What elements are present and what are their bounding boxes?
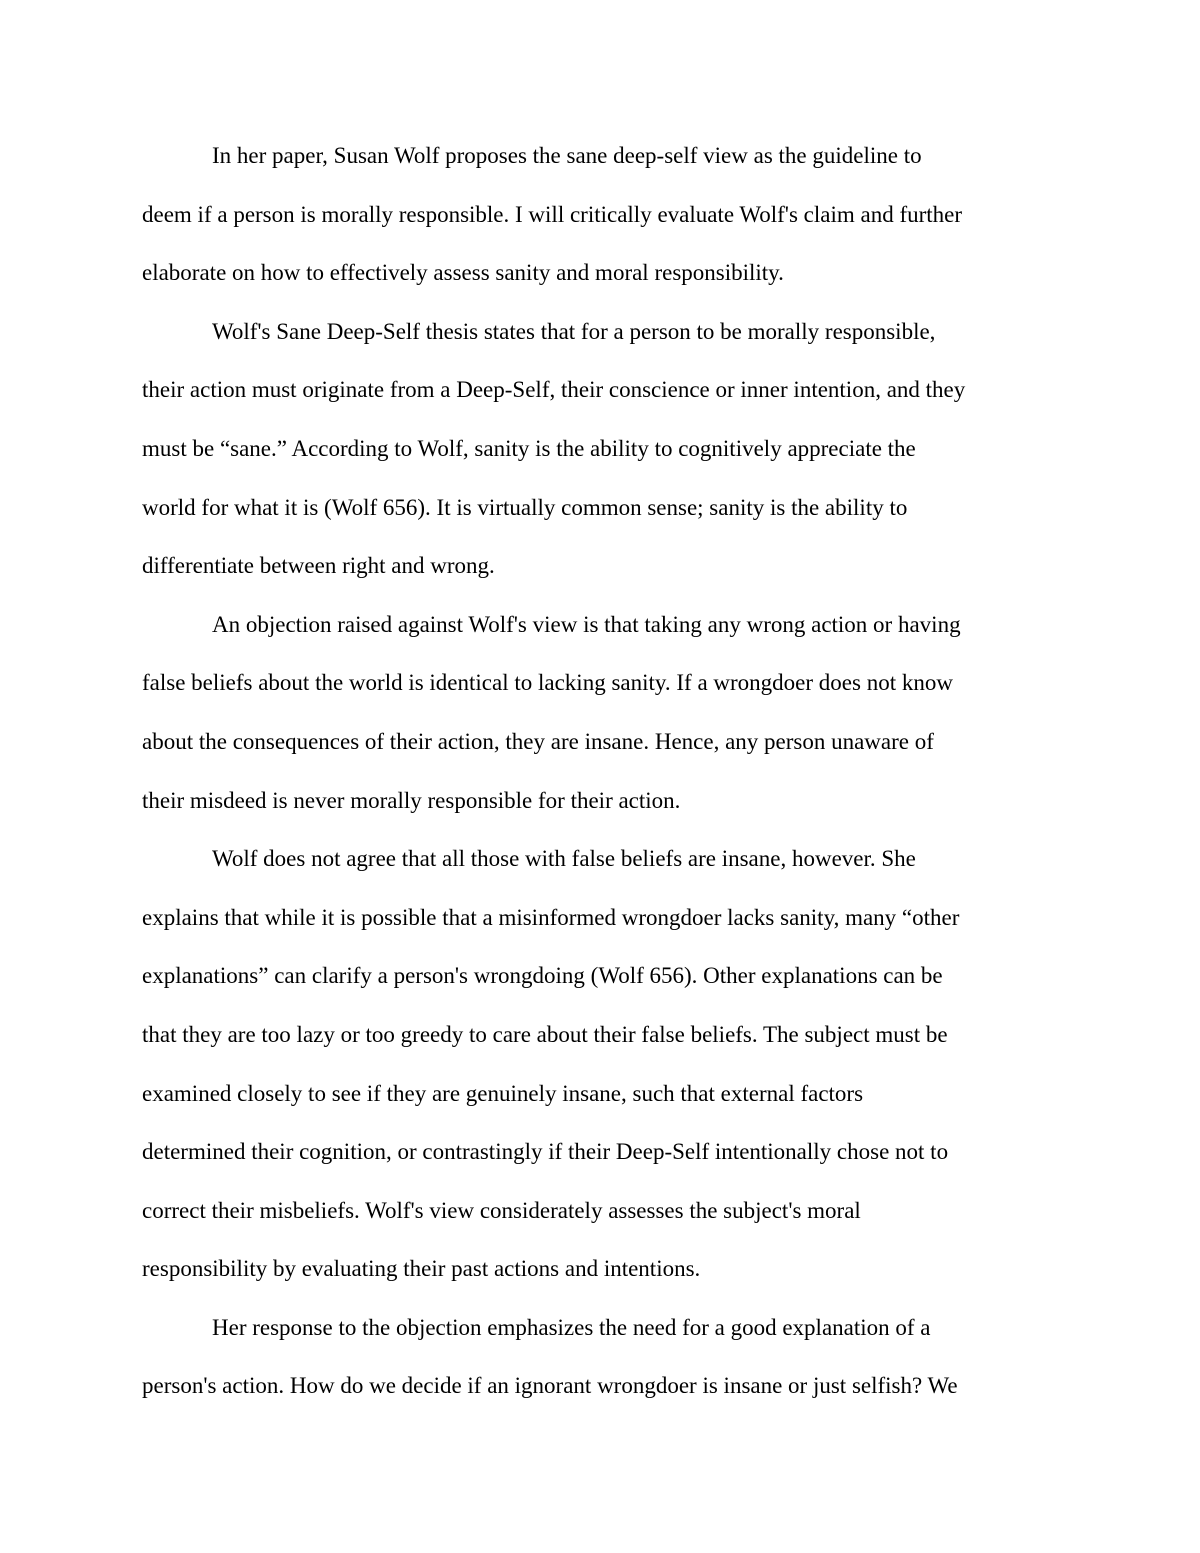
paragraph-2-line-4: world for what it is (Wolf 656). It is virtually common sense; sanity is the ability to [142,494,908,520]
paragraph-3-line-3: about the consequences of their action, they are insane. Hence, any person unaware of [142,728,934,754]
paragraph-4-line-8: responsibility by evaluating their past actions and intentions. [142,1256,701,1282]
paragraph-3-line-4: their misdeed is never morally responsible for their action. [142,787,681,813]
paragraph-5-line-1: Her response to the objection emphasizes the need for a good explanation of a [212,1314,931,1340]
paragraph-1-line-3: elaborate on how to effectively assess sanity and moral responsibility. [142,260,784,286]
paragraph-1-line-1: In her paper, Susan Wolf proposes the sane deep-self view as the guideline to [212,143,922,168]
paragraph-2-line-2: their action must originate from a Deep-Self, their conscience or inner intention, and they [142,377,966,403]
paragraph-5-line-2: person's action. How do we decide if an ignorant wrongdoer is insane or just selfish? We [142,1373,958,1399]
paragraph-1-line-2: deem if a person is morally responsible. I will critically evaluate Wolf's claim and further [142,201,963,227]
paragraph-2-line-3: must be “sane.” According to Wolf, sanity is the ability to cognitively appreciate the [142,435,916,461]
paragraph-4-line-1: Wolf does not agree that all those with false beliefs are insane, however. She [212,846,916,872]
paragraph-4-line-5: examined closely to see if they are genuinely insane, such that external factors [142,1080,864,1106]
paragraph-4-line-7: correct their misbeliefs. Wolf's view considerately assesses the subject's moral [142,1197,861,1223]
paragraph-2-line-5: differentiate between right and wrong. [142,553,495,579]
paragraph-2-line-1: Wolf's Sane Deep-Self thesis states that for a person to be morally responsible, [212,318,936,344]
paragraph-4-line-6: determined their cognition, or contrastingly if their Deep-Self intentionally chose not to [142,1139,949,1165]
paragraph-3-line-2: false beliefs about the world is identical to lacking sanity. If a wrongdoer does not know [142,670,953,696]
paragraph-4-line-2: explains that while it is possible that a misinformed wrongdoer lacks sanity, many “other [142,904,960,930]
paragraph-4-line-4: that they are too lazy or too greedy to care about their false beliefs. The subject must be [142,1021,948,1047]
paragraph-3-line-1: An objection raised against Wolf's view is that taking any wrong action or having [212,611,961,637]
document-body [142,127,1062,1416]
paragraph-4-line-3: explanations” can clarify a person's wrongdoing (Wolf 656). Other explanations can be [142,963,943,989]
